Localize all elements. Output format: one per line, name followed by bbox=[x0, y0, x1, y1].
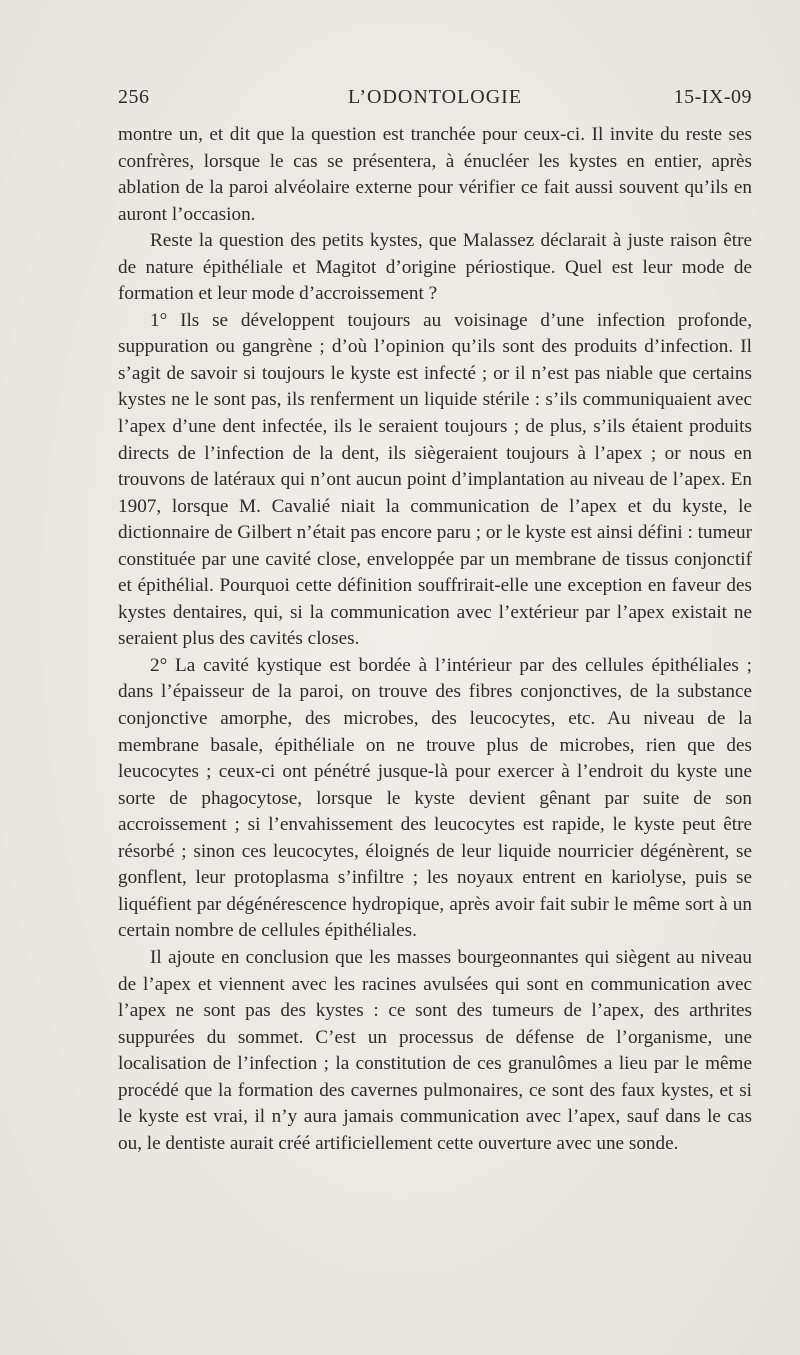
issue-date: 15-IX-09 bbox=[673, 86, 752, 108]
paragraph: montre un, et dit que la question est tranchée pour ceux-ci. Il invite du reste ses confrères, lorsque le cas se présentera, à énucléer les kystes en entier, après ablation de la paroi alvéolaire externe pour vérifier ce fait aussi souvent qu’ils en auront l’occasion. bbox=[118, 124, 752, 225]
paragraph: 2° La cavité kystique est bordée à l’intérieur par des cellules épithéliales ; dans l’épaisseur de la paroi, on trouve des fibres conjonctives, de la substance conjonctive amorphe, des microbes, des leucocytes, etc. Au niveau de la membrane basale, épithéliale on ne trouve plus de microbes, rien que des leucocytes ; ceux-ci ont pénétré jusque-là pour exercer à l’endroit du kyste une sorte de phagocytose, lorsque le kyste devient gênant par suite de son accroissement ; si l’envahissement des leucocytes est rapide, le kyste peut être résorbé ; sinon ces leucocytes, éloignés de leur liquide nourricier dégénèrent, se gonflent, leur protoplasma s’infiltre ; les noyaux entrent en kariolyse, puis se liquéfient par dégénérescence hydropique, après avoir fait subir le même sort à un certain nombre de cellules épithéliales. bbox=[118, 654, 752, 942]
article-body bbox=[118, 122, 752, 1157]
paragraph: Il ajoute en conclusion que les masses bourgeonnantes qui siègent au niveau de l’apex et viennent avec les racines avulsées qui sont en communication avec l’apex ne sont pas des kystes : ce sont des tumeurs de l’apex, des arthrites suppurées du sommet. C’est un processus de défense de l’organisme, une localisation de l’infection ; la constitution de ces granulômes a lieu par le même procédé que la formation des cavernes pulmonaires, ce sont des faux kystes, et si le kyste est vrai, il n’y aura jamais communication avec l’apex, sauf dans le cas ou, le dentiste aurait créé artificiellement cette ouverture avec une sonde. bbox=[118, 946, 752, 1154]
journal-title: L’ODONTOLOGIE bbox=[347, 86, 523, 108]
page-number: 256 bbox=[118, 86, 150, 108]
paragraph: Reste la question des petits kystes, que Malassez déclarait à juste raison être de nature épithéliale et Magitot d’origine périostique. Quel est leur mode de formation et leur mode d’accroissement ? bbox=[118, 230, 752, 305]
paragraph: 1° Ils se développent toujours au voisinage d’une infection profonde, suppuration ou gangrène ; d’où l’opinion qu’ils sont des produits d’infection. Il s’agit de savoir si toujours le kyste est infecté ; or il n’est pas niable que certains kystes ne le sont pas, ils renferment un liquide stérile : s’ils communiquaient avec l’apex d’une dent infectée, ils le seraient toujours ; de plus, s’ils étaient produits directs de l’infection de la dent, ils siègeraient toujours à l’apex ; or nous en trouvons de latéraux qui n’ont aucun point d’implantation au niveau de l’apex. En 1907, lorsque M. Cavalié niait la communication de l’apex et du kyste, le dictionnaire de Gilbert n’était pas encore paru ; or le kyste est ainsi défini : tumeur constituée par une cavité close, enveloppée par un membrane de tissus conjonctif et épithélial. Pourquoi cette définition souffrirait-elle une exception en faveur des kystes dentaires, qui, si la communication avec l’extérieur par l’apex existait ne seraient plus des cavités closes. bbox=[118, 309, 752, 650]
running-header bbox=[118, 86, 752, 116]
